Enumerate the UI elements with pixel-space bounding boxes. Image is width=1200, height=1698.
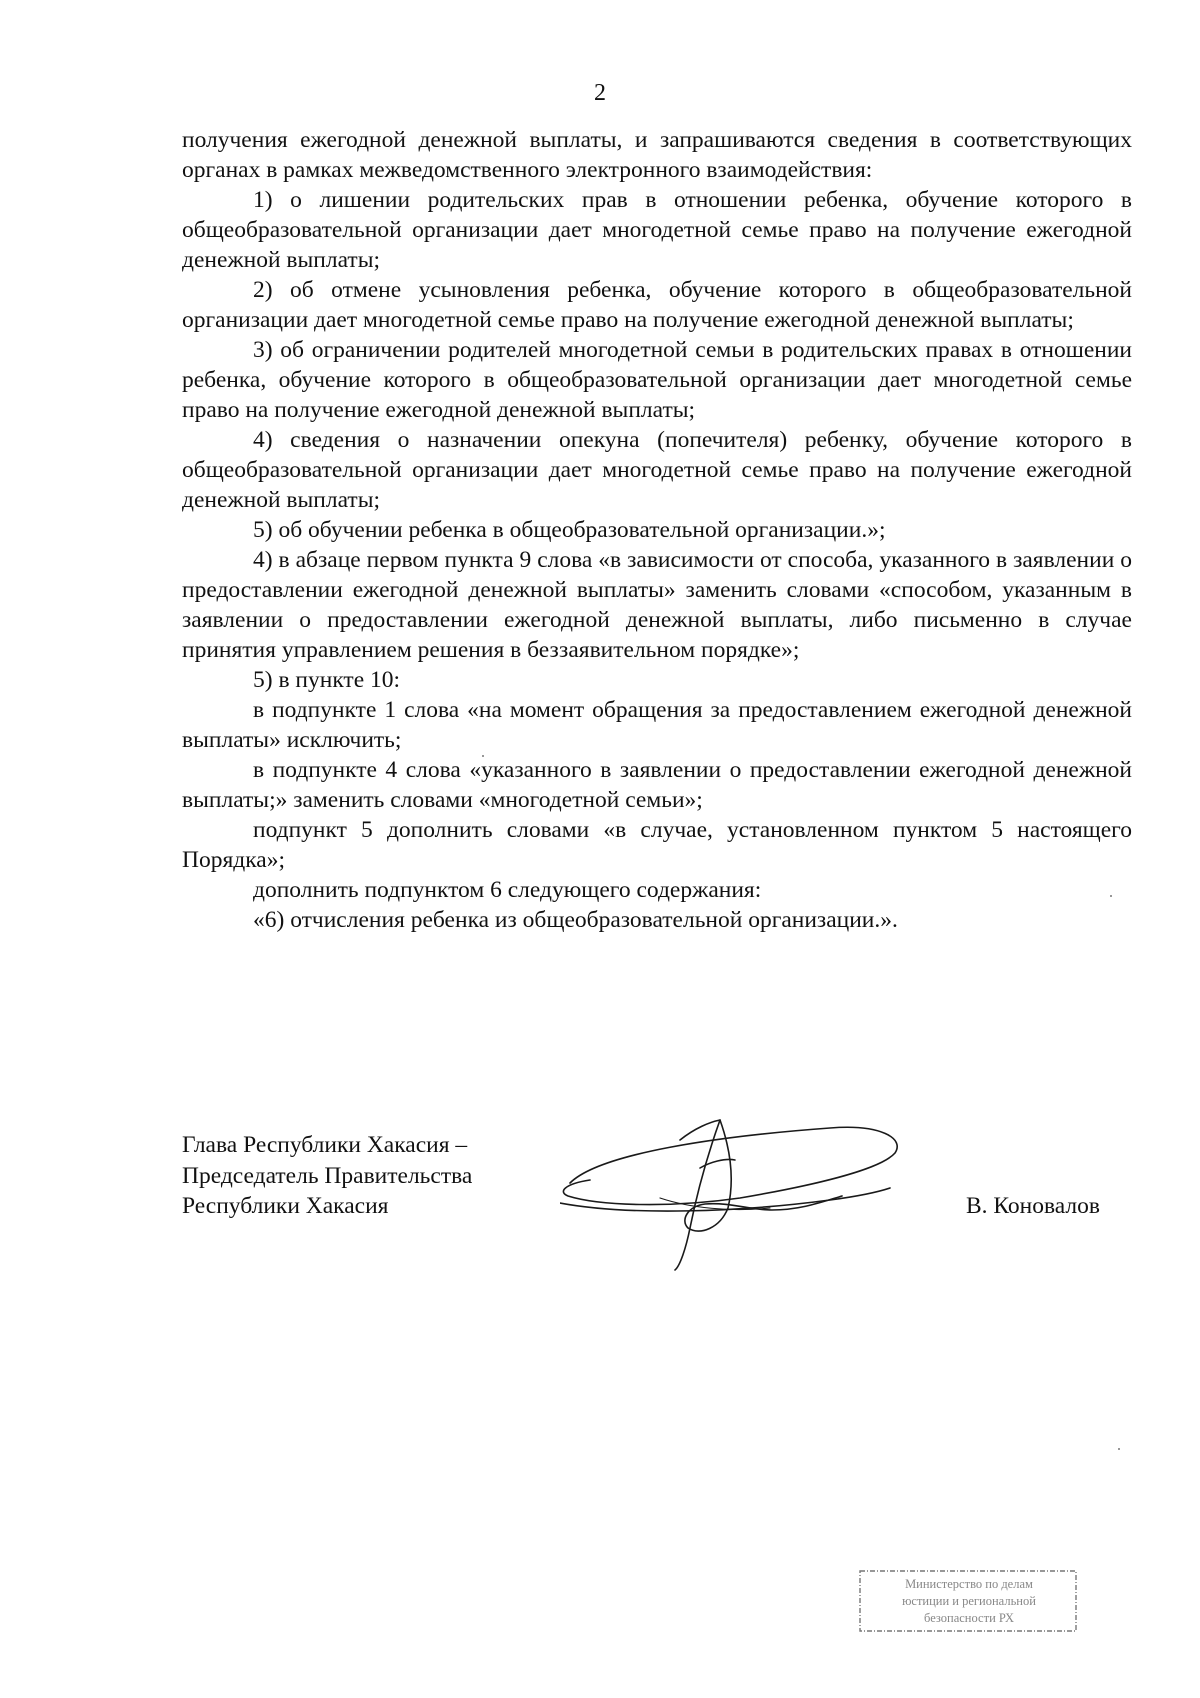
svg-text:безопасности РХ: безопасности РХ [924, 1611, 1014, 1625]
signatory-name: В. Коновалов [966, 1193, 1101, 1219]
body-paragraph-10: подпункт 5 дополнить словами «в случае, установленном пунктом 5 настоящего Порядка»; [182, 817, 1132, 873]
body-paragraph-8: в подпункте 1 слова «на момент обращения за предоставлением ежегодной денежной выплаты» исключить; [182, 697, 1132, 753]
document-body [182, 125, 1132, 935]
body-paragraph-0: получения ежегодной денежной выплаты, и запрашиваются сведения в соответствующих органах в рамках межведомственного электронного взаимодействия: [182, 127, 1132, 183]
body-paragraph-2: 2) об отмене усыновления ребенка, обучение которого в общеобразовательной организации дает многодетной семье право на получение ежегодной денежной выплаты; [182, 277, 1132, 333]
body-paragraph-6: 4) в абзаце первом пункта 9 слова «в зависимости от способа, указанного в заявлении о предоставлении ежегодной денежной выплаты» заменить словами «способом, указанным в заявлении о предоставлении ежегодной денежной выплаты, либо письменно в случае принятия управлением решения в беззаявительном порядке»; [182, 547, 1132, 663]
body-paragraph-12: «6) отчисления ребенка из общеобразовательной организации.». [253, 907, 898, 933]
body-paragraph-4: 4) сведения о назначении опекуна (попечителя) ребенку, обучение которого в общеобразовательной организации дает многодетной семье право на получение ежегодной денежной выплаты; [182, 427, 1132, 513]
page-number: 2 [594, 80, 606, 106]
signatory-title-line: Республики Хакасия [182, 1193, 389, 1219]
svg-text:Министерство по делам: Министерство по делам [905, 1577, 1033, 1591]
body-paragraph-3: 3) об ограничении родителей многодетной семьи в родительских правах в отношении ребенка, обучение которого в общеобразовательной организации дает многодетной семье право на получение ежегодной денежной выплаты; [182, 337, 1132, 423]
scan-speck [1118, 1448, 1120, 1450]
signatory-title-line: Глава Республики Хакасия – [182, 1132, 468, 1158]
signatory-title [182, 1130, 472, 1222]
body-paragraph-7: 5) в пункте 10: [253, 667, 401, 693]
signatory-title-line: Председатель Правительства [182, 1162, 473, 1189]
handwritten-signature [560, 1108, 930, 1278]
body-paragraph-5: 5) об обучении ребенка в общеобразовательной организации.»; [253, 517, 886, 543]
scan-speck [482, 755, 484, 757]
registration-stamp [858, 1568, 1080, 1634]
body-paragraph-11: дополнить подпунктом 6 следующего содержания: [253, 877, 762, 903]
svg-text:юстиции и региональной: юстиции и региональной [902, 1594, 1036, 1608]
scan-speck [1110, 895, 1112, 897]
body-paragraph-1: 1) о лишении родительских прав в отношении ребенка, обучение которого в общеобразовательной организации дает многодетной семье право на получение ежегодной денежной выплаты; [182, 187, 1132, 273]
body-paragraph-9: в подпункте 4 слова «указанного в заявлении о предоставлении ежегодной денежной выплаты;» заменить словами «многодетной семьи»; [182, 757, 1132, 813]
